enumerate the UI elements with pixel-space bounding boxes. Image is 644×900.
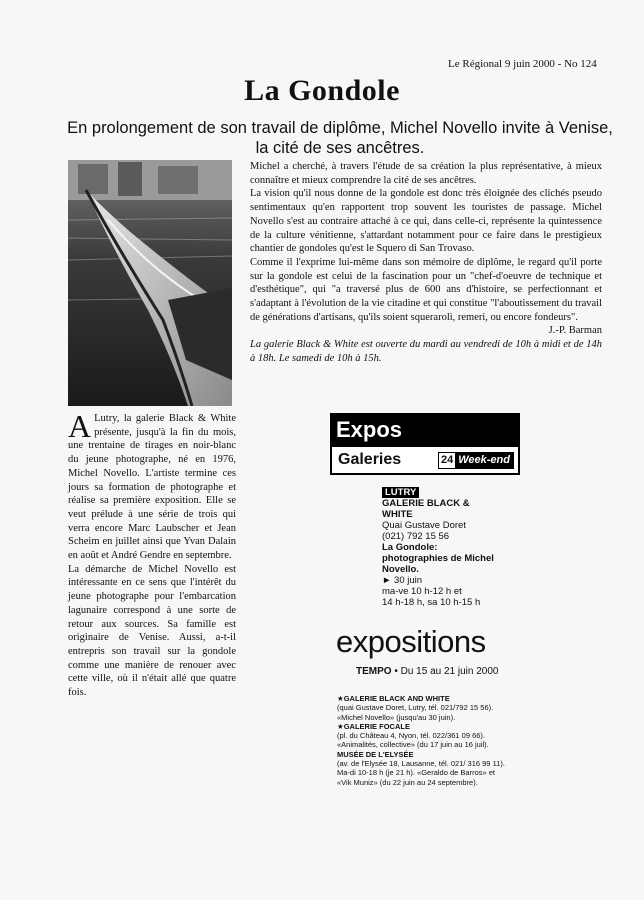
tempo-brand: TEMPO xyxy=(356,666,392,677)
list-item xyxy=(337,722,507,750)
article-body-left xyxy=(68,408,236,700)
article-subtitle xyxy=(60,118,620,158)
gallery-phone: (021) 792 15 56 xyxy=(382,531,450,542)
galeries-label: Galeries xyxy=(338,451,402,468)
entry-name: ★GALERIE BLACK AND WHITE xyxy=(337,694,450,703)
author-signature: J.-P. Barman xyxy=(548,325,602,337)
gallery-address: Quai Gustave Doret xyxy=(382,520,466,531)
location-tag: LUTRY xyxy=(382,487,419,498)
expos-title: Expos xyxy=(330,413,520,447)
dateline: Le Régional 9 juin 2000 - No 124 xyxy=(448,58,597,70)
tempo-line xyxy=(356,666,498,677)
subtitle-line-2: la cité de ses ancêtres. xyxy=(255,139,425,157)
show-title: La Gondole: photographies de Michel Novello. xyxy=(382,542,494,575)
entry-details: (quai Gustave Doret, Lutry, tél. 021/792 15 56). «Michel Novello» (jusqu'au 30 juin). xyxy=(337,703,494,722)
dropcap: A xyxy=(68,408,92,444)
entry-details: (av. de l'Elysée 18, Lausanne, tél. 021/ 316 99 11). Ma-di 10-18 h (je 21 h). «Geraldo de Barros» et «Vik Muniz» (du 22 juin au 24 septembre). xyxy=(337,759,505,787)
list-item xyxy=(337,694,507,722)
article-paragraph: La vision qu'il nous donne de la gondole est donc très éloignée des clichés pseudo sentimentaux qu'en rapportent trop souvent les touristes de passage. Michel Novello s'est au contraire attaché à ce qui, dans celle-ci, représente la quintessence de la culture vénitienne, s'attardant notamment pour ce faire dans le prestigieux chantier de gondoles qu'est le Squero di San Trovaso. xyxy=(250,188,602,255)
subtitle-line-1: En prolongement de son travail de diplôme, Michel Novello invite à Venise, xyxy=(67,119,613,137)
logo-text: Week-end xyxy=(455,453,513,468)
tempo-entries xyxy=(337,694,507,787)
galeries-row xyxy=(330,447,520,475)
entry-details: (pl. du Château 4, Nyon, tél. 022/361 09 66). «Animalités, collective» (du 17 juin au 16 juil). xyxy=(337,731,489,750)
gallery-hours-note: La galerie Black & White est ouverte du mardi au vendredi de 10h à midi et de 14h à 18h. Le samedi de 10h à 15h. xyxy=(250,339,602,364)
opening-hours-1: ma-ve 10 h-12 h et xyxy=(382,586,462,597)
tempo-dates: • Du 15 au 21 juin 2000 xyxy=(394,666,499,677)
entry-name: MUSÉE DE L'ELYSÉE xyxy=(337,749,414,759)
expositions-heading: expositions xyxy=(336,624,486,659)
article-body-right xyxy=(250,160,602,366)
list-item xyxy=(337,750,507,787)
entry-name: ★GALERIE FOCALE xyxy=(337,721,410,731)
24-heures-weekend-logo xyxy=(438,452,514,469)
article-paragraph: La démarche de Michel Novello est intéressante en ce sens que l'intérêt du jeune photographe pour l'embarcation lagunaire correspond à une sorte de retour aux sources. Sa famille est originaire de Venise. Aussi, a-t-il entrepris son travail sur la gondole comme une manière de renouer avec cette ville, où il n'était allé que quatre fois. xyxy=(68,563,236,699)
lead-paragraph-text: Lutry, la galerie Black & White présente, jusqu'à la fin du mois, une trentaine de tirages en noir-blanc du jeune photographe, né en 1976, Michel Novello. L'artiste termine ces jours sa formation de photographe et réalise sa première exposition. Elle se veut prélude à une série de trois qui verra encore Marc Laubscher et Jean Scheim en juillet ainsi que Yvan Dalain en août et André Gendre en septembre. xyxy=(68,413,236,562)
article-paragraph: Comme il l'exprime lui-même dans son mémoire de diplôme, le regard qu'il porte sur la gondole est celui de la fascination pour un "chef-d'oeuvre de technique et d'esthétique", qui "a traversé plus de 600 ans d'histoire, se perfectionnant et s'adaptant à l'évolution de la vie citadine et qui constitue "l'aboutissement du travail de générations d'artisans, qu'ils soient squeraroli, remeri, ou encore fondeurs". xyxy=(250,256,602,323)
gondola-photo-image xyxy=(68,160,232,406)
gondola-photo xyxy=(68,160,232,406)
article-paragraph xyxy=(68,408,236,563)
gallery-name: GALERIE BLACK & WHITE xyxy=(382,498,470,520)
show-end-date: ► 30 juin xyxy=(382,575,423,586)
article-paragraph: Michel a cherché, à travers l'étude de sa création la plus représentative, à mieux connaître et mieux comprendre la cité de ses ancêtres. xyxy=(250,161,602,186)
expos-box xyxy=(330,413,520,475)
opening-hours-2: 14 h-18 h, sa 10 h-15 h xyxy=(382,597,481,608)
gallery-listing xyxy=(382,487,502,608)
article-title: La Gondole xyxy=(244,74,400,107)
logo-number: 24 xyxy=(440,454,454,466)
